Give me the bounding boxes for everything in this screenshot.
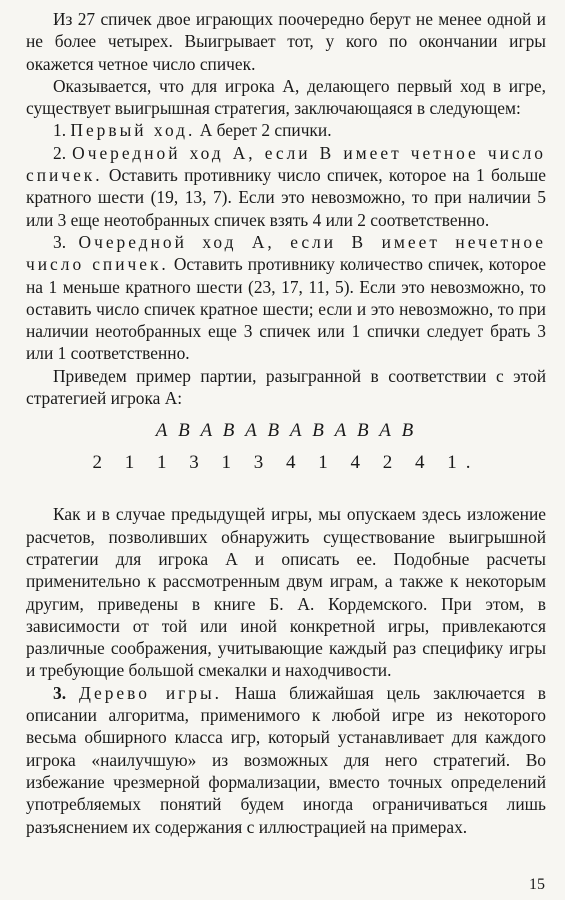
page-number: 15 [529, 876, 545, 893]
move-sequence-players: А В А В А В А В А В А В [155, 420, 417, 442]
item-text: Оставить противнику количество спичек, которое на 1 меньше кратного шести (23, 17, 11, 5). Если это невозможно, то оставить число спичек кратное шести; если и это невозможно, то при наличии неотобранных еще 3 спичек или 1 спички следует брать 3 или 1 соответственно. [26, 254, 547, 364]
item-title: Очередной ход А, если В имеет нечетное число спичек. [26, 231, 546, 275]
item-text: Оставить противнику число спичек, которое на 1 больше кратного шести (19, 13, 7). Если это невозможно, то при наличии 5 или 3 еще неотобранных спичек взять 4 или 2 соответственно. [26, 165, 546, 230]
section-game-tree [26, 682, 546, 838]
strategy-item-2 [26, 142, 546, 231]
item-number: 3. [53, 231, 67, 252]
item-text: А берет 2 спички. [195, 120, 332, 141]
paragraph-example: Приведем пример партии, разыгранной в соответствии с этой стратегией игрока А: [26, 365, 546, 409]
strategy-item-1 [26, 119, 546, 141]
item-title: Очередной ход А, если В имеет четное число спичек. [26, 142, 546, 186]
section-title: Дерево игры. [78, 682, 222, 703]
section-number: 3. [53, 682, 67, 703]
paragraph-strategy: Оказывается, что для игрока А, делающего первый ход в игре, существует выигрышная стратегия, заключающаяся в следующем: [26, 75, 546, 119]
item-number: 1. [53, 120, 67, 141]
move-sequence-counts: 2 1 1 3 1 3 4 1 4 2 4 1. [92, 452, 480, 474]
item-number: 2. [53, 142, 67, 163]
paragraph-discussion: Как и в случае предыдущей игры, мы опускаем здесь изложение расчетов, позволивших обнаружить существование выигрышной стратегии для игрока А и описать ее. Подобные расчеты применительно к рассмотренным двум играм, а также к некоторым другим, приведены в книге Б. А. Кордемского. При этом, в зависимости от той или иной конкретной игры, привлекаются различные соображения, учитывающие каждый раз специфику игры и требующие большой смекалки и находчивости. [26, 504, 546, 681]
paragraph-intro: Из 27 спичек двое играющих поочередно берут не менее одной и не более четырех. Выигрывает тот, у кого по окончании игры окажется четное число спичек. [26, 9, 546, 74]
item-title: Первый ход. [70, 120, 196, 141]
strategy-item-3 [26, 231, 546, 365]
page-text [26, 8, 546, 838]
section-text: Наша ближайшая цель заключается в описании алгоритма, применимого к любой игре из некоторого весьма обширного класса игр, который устанавливает для каждого игрока «наилучшую» из возможных для него стратегий. Во избежание чрезмерной формализации, вместо точных определений употребляемых понятий будем иногда ограничиваться лишь разъяснением их содержания с иллюстрацией на примерах. [26, 682, 546, 837]
